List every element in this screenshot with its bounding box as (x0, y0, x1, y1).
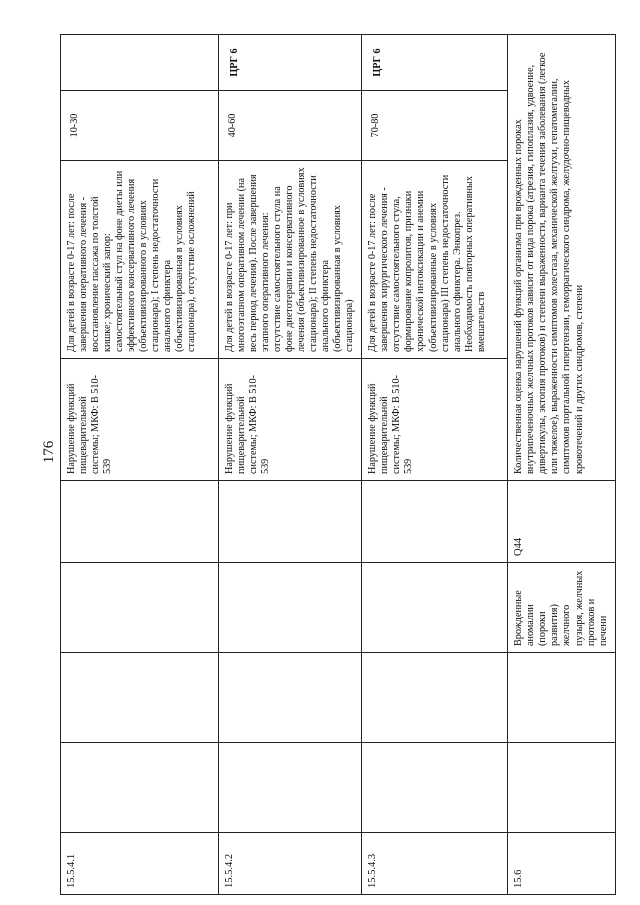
empty-cell (362, 481, 508, 563)
percent-cell: 70-80 (362, 91, 508, 161)
empty-cell (61, 481, 219, 563)
empty-cell (508, 743, 615, 833)
empty-cell (219, 481, 362, 563)
row-code: 15.5.4.1 (61, 833, 219, 895)
row-code: 15.6 (508, 833, 615, 895)
percent-cell: 40-60 (219, 91, 362, 161)
empty-cell (362, 563, 508, 653)
crg-cell: ЦРГ 6 (362, 35, 508, 91)
function-cell: Нарушение функций пищеварительной системы; МКФ: B 510-539 (61, 359, 219, 481)
row-code: 15.5.4.2 (219, 833, 362, 895)
empty-cell (219, 743, 362, 833)
function-cell: Нарушение функций пищеварительной системы; МКФ: B 510-539 (219, 359, 362, 481)
rotated-page (60, 35, 609, 895)
function-cell: Нарушение функций пищеварительной системы; МКФ: B 510-539 (362, 359, 508, 481)
description-cell: Для детей в возрасте 0-17 лет: при многоэтапном оперативном лечении (на весь период лечения). После завершения этапного оперативного лечения: отсутствие самостоятельного стула на фоне диетотерапии и консервативного лечения (объективизированное в условиях стационара); II степень недостаточности анального сфинктера (объективизированная в условиях стационара) (219, 161, 362, 359)
table-row (362, 35, 508, 895)
icd-code-cell: Q44 (508, 481, 615, 563)
table-row (219, 35, 362, 895)
percent-cell: 10-30 (61, 91, 219, 161)
empty-cell (219, 653, 362, 743)
page-number: 176 (41, 440, 57, 464)
table-row (508, 35, 615, 895)
empty-cell (219, 563, 362, 653)
empty-cell (362, 743, 508, 833)
crg-cell (61, 35, 219, 91)
table-row (61, 35, 219, 895)
crg-cell: ЦРГ 6 (219, 35, 362, 91)
empty-cell (61, 743, 219, 833)
description-cell: Для детей в возрасте 0-17 лет: после завершения оперативного лечения - восстановление пассажа по толстой кишке; хронический запор: самостоятельный стул на фоне диеты или эффективного консервативного лечения (объективизированного в условиях стационара); I степень недостаточности анального сфинктера (объективизированная в условиях стационара), отсутствие осложнений (61, 161, 219, 359)
diagnosis-cell: Врожденные аномалии (пороки развития) желчного пузыря, желчных протоков и печени (508, 563, 615, 653)
empty-cell (61, 563, 219, 653)
row-code: 15.5.4.3 (362, 833, 508, 895)
description-cell: Для детей в возрасте 0-17 лет: после завершения хирургического лечения - отсутствие самостоятельного стула, формирование копролитов, признаки хронической интоксикации и анемии (объективизированные в условиях стационара) III степень недостаточности анального сфинктера. Энкопрез. Необходимость повторных оперативных вмешательств (362, 161, 508, 359)
landscape-table-container (60, 35, 609, 895)
note-cell: Количественная оценка нарушений функций организма при врожденных пороках внутрипеченочных желчных протоков зависит от вида порока (атрезия, гипоплазия, удвоение, дивертикулы, эктопия протоков) и степени выраженности, варианта течения заболевания (легкое или тяжелое), выраженности симптомов холестаза, механической желтухи, гепатомегалии, симптомов портальной гипертензии, геморрагического синдрома, желудочно-пищеводных кровотечений и других синдромов, степени (508, 35, 615, 481)
empty-cell (362, 653, 508, 743)
empty-cell (508, 653, 615, 743)
empty-cell (61, 653, 219, 743)
criteria-table (60, 34, 616, 895)
